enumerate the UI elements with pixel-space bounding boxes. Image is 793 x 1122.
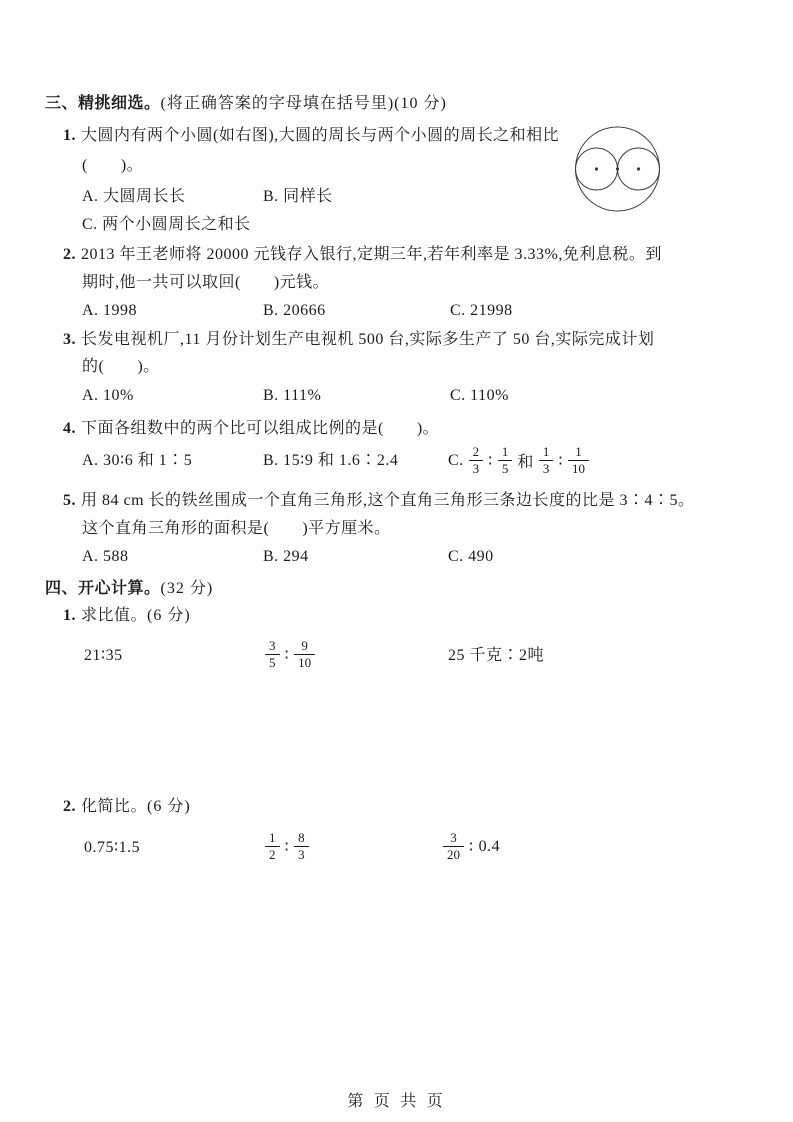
q4-option-c-and: 和 [517, 454, 534, 471]
fraction-8-3: $\frac{8}{3}$ [294, 830, 309, 863]
calc1-item2 [265, 638, 315, 671]
section3-heading-title: 三、精挑细选。 [45, 95, 161, 112]
q4-line1 [63, 420, 439, 438]
q1-line1 [63, 127, 559, 145]
q3-option-a: A. 10% [82, 387, 134, 404]
q2-line1 [63, 246, 662, 264]
section4-heading-note: (32 分) [160, 580, 214, 597]
calc2-item1: 0.75∶1.5 [84, 839, 141, 856]
q3-option-c: C. 110% [450, 387, 509, 404]
q5-option-a: A. 588 [82, 548, 129, 565]
q4-option-c [448, 444, 589, 477]
section4-heading-title: 四、开心计算。 [45, 580, 161, 597]
calc1-item3: 25 千克∶2吨 [448, 647, 545, 664]
calc2-title-text: 化简比。 [81, 798, 148, 815]
q5-line2: 这个直角三角形的面积是( )平方厘米。 [82, 520, 391, 537]
q2-text: 2013 年王老师将 20000 元钱存入银行,定期三年,若年利率是 3.33%,免利息税。到 [81, 246, 662, 263]
page-footer: 第 页 共 页 [347, 1093, 446, 1110]
calc2-item2 [265, 830, 309, 863]
q2-option-b: B. 20666 [263, 302, 326, 319]
calc2-item3-value: 0.4 [478, 837, 501, 855]
calc1-item1: 21∶35 [84, 647, 123, 664]
q1-number: 1. [63, 127, 76, 144]
q1-line2: ( )。 [82, 157, 144, 174]
center-dot-right [637, 167, 640, 170]
q4-option-b: B. 15∶9 和 1.6∶2.4 [263, 452, 399, 469]
circles-diagram [574, 126, 662, 214]
q1-option-c: C. 两个小圆周长之和长 [82, 216, 251, 233]
fraction-3-20: $\frac{3}{20}$ [443, 830, 464, 863]
calc1-title [63, 607, 191, 625]
center-dot-left [595, 167, 598, 170]
calc2-number: 2. [63, 798, 76, 815]
ratio-colon: ∶ [469, 838, 474, 856]
q2-option-c: C. 21998 [450, 302, 513, 319]
ratio-colon: ∶ [284, 838, 290, 856]
q1-text: 大圆内有两个小圆(如右图),大圆的周长与两个小圆的周长之和相比 [81, 127, 560, 144]
fraction-3-5: $\frac{3}{5}$ [265, 638, 280, 671]
fraction-1-10: $\frac{1}{10}$ [568, 444, 589, 477]
ratio-colon: ∶ [558, 452, 564, 470]
q3-line2: 的( )。 [82, 358, 160, 375]
q4-option-c-label: C. [448, 451, 464, 469]
section3-heading [45, 95, 447, 113]
q3-line1 [63, 331, 654, 349]
calc2-title [63, 798, 191, 816]
q1-option-b: B. 同样长 [263, 188, 333, 205]
section4-heading [45, 580, 213, 598]
fraction-9-10: $\frac{9}{10}$ [294, 638, 315, 671]
center-dot-middle [616, 167, 619, 170]
calc1-title-text: 求比值。 [81, 607, 148, 624]
calc1-number: 1. [63, 607, 76, 624]
section3-heading-note: (将正确答案的字母填在括号里)(10 分) [160, 95, 447, 112]
fraction-1-5: $\frac{1}{5}$ [498, 444, 513, 477]
q1-option-a: A. 大圆周长长 [82, 188, 186, 205]
calc2-item3 [443, 830, 500, 863]
q4-option-a: A. 30∶6 和 1∶5 [82, 452, 193, 469]
q3-number: 3. [63, 331, 76, 348]
q5-text: 用 84 cm 长的铁丝围成一个直角三角形,这个直角三角形三条边长度的比是 3∶4∶5。 [81, 492, 695, 509]
q5-option-b: B. 294 [263, 548, 309, 565]
q5-option-c: C. 490 [448, 548, 494, 565]
q2-number: 2. [63, 246, 76, 263]
q4-number: 4. [63, 420, 76, 437]
fraction-1-3: $\frac{1}{3}$ [539, 444, 554, 477]
q4-text: 下面各组数中的两个比可以组成比例的是( )。 [81, 420, 440, 437]
q5-line1 [63, 492, 695, 510]
ratio-colon: ∶ [284, 646, 290, 664]
calc1-points: (6 分) [147, 607, 191, 624]
q3-text: 长发电视机厂,11 月份计划生产电视机 500 台,实际多生产了 50 台,实际完成计划 [81, 331, 655, 348]
q2-option-a: A. 1998 [82, 302, 138, 319]
q2-line2: 期时,他一共可以取回( )元钱。 [82, 274, 330, 291]
fraction-2-3: $\frac{2}{3}$ [469, 444, 484, 477]
calc2-points: (6 分) [147, 798, 191, 815]
ratio-colon: ∶ [488, 452, 493, 470]
q3-option-b: B. 111% [263, 387, 322, 404]
q5-number: 5. [63, 492, 76, 509]
fraction-1-2: $\frac{1}{2}$ [265, 830, 280, 863]
